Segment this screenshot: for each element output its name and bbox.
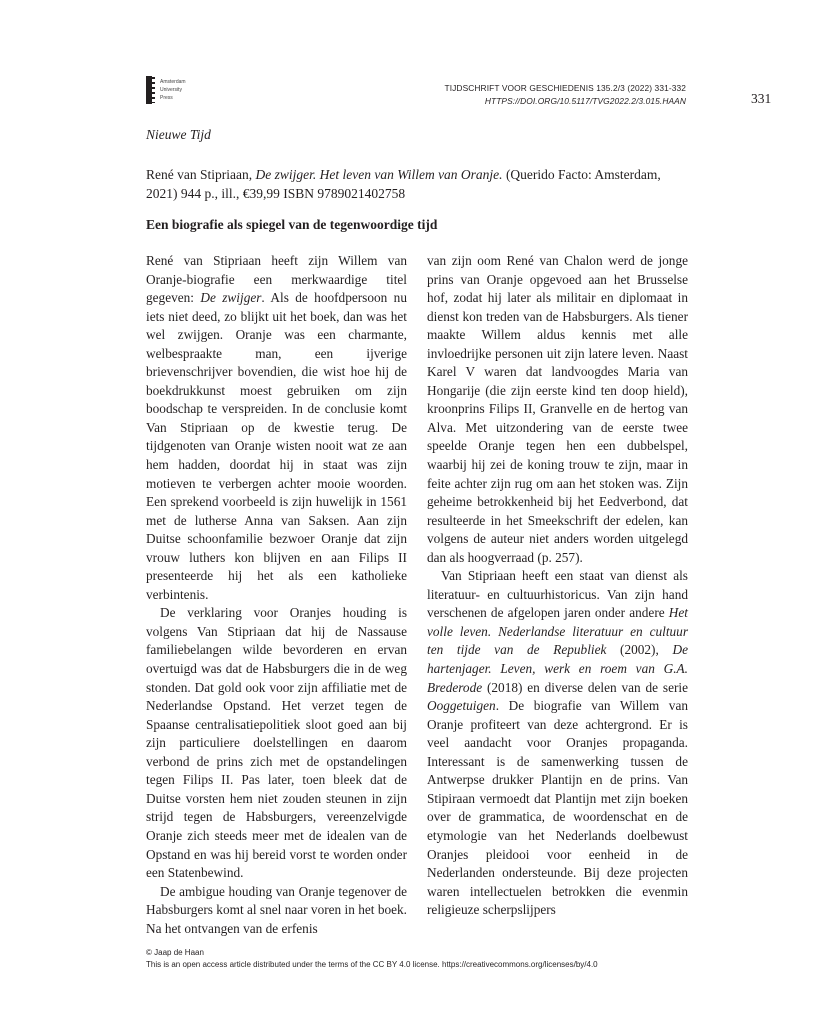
review-heading: Een biografie als spiegel van de tegenwoordige tijd (146, 217, 438, 232)
paragraph: De verklaring voor Oranjes houding is volgens Van Stipriaan dat hij de Nassause familiebelangen wilde bevorderen en ervan overtuigd was dat de Habsburgers die in de weg stonden. Dat gold ook voor zijn affiliatie met de Nederlandse Opstand. Het verzet tegen de Spaanse centralisatiepolitiek sloot goed aan bij zijn particuliere doelstellingen en daarom verbond de prins zich met de opstandelingen tegen Filips II. Pas later, toen bleek dat de Duitse vorsten hem niet zouden steunen in zijn strijd tegen de Habsburgers, vereenzelvigde Oranje zich steeds meer met de idealen van de Opstand en was hij bereid vorst te worden onder een Statenbewind. (146, 605, 407, 881)
copyright-notice: © Jaap de Haan (146, 948, 204, 957)
paragraph: Van Stipriaan heeft een staat van dienst als literatuur- en cultuurhistoricus. Van zijn hand verschenen de afgelopen jaren onder andere Het volle leven. Nederlandse literatuur en cultuur ten tijde van de Republiek (2002), De hartenjager. Leven, werk en roem van G.A. Brederode (2018) en diverse delen van de serie Ooggetuigen. De biografie van Willem van Oranje profiteert van deze achtergrond. Er is veel aandacht voor Oranjes propaganda. Interessant is de samenwerking tussen de Antwerpse drukker Plantijn en de prins. Van Stipiraan vermoedt dat Plantijn met zijn boeken over de grammatica, de woordenschat en de etymologie van het Nederlands doelbewust Oranjes pleidooi voor eenheid in de Nederlanden ondersteunde. Bij deze projecten waren intellectuelen betrokken die evenmin religieuze scherpslijpers (427, 568, 688, 918)
paragraph: René van Stipriaan heeft zijn Willem van Oranje-biografie een merkwaardige titel gegeven: De zwijger. Als de hoofdpersoon nu iets niet deed, zo blijkt uit het boek, dan was het wel zwijgen. Oranje was een charmante, welbespraakte man, een ijverige brievenschrijver bovendien, die wist hoe hij de boekdrukkunst moest gebruiken om zijn boodschap te verspreiden. In de conclusie komt Van Stipriaan op de kwestie terug. De tijdgenoten van Oranje wisten nooit wat ze aan hem hadden, doordat hij in staat was zijn motieven te verbergen achter mooie woorden. Een sprekend voorbeeld is zijn huwelijk in 1561 met de lutherse Anna van Saksen. Aan zijn Duitse schoonfamilie bezwoer Oranje dat zijn vrouw luthers kon blijven en aan Filips II presenteerde hij het als een katholieke verbintenis. (146, 253, 407, 602)
publication-details: (Querido Facto: Amsterdam, 2021) 944 p., ill., €39,99 ISBN 9789021402758 (146, 167, 661, 201)
license-notice[interactable]: This is an open access article distributed under the terms of the CC BY 4.0 license. https://creativecommons.org/licenses/by/4.0 (146, 959, 598, 969)
journal-citation: TIJDSCHRIFT VOOR GESCHIEDENIS 135.2/3 (2022) 331-332 (444, 83, 686, 93)
book-citation (146, 165, 691, 203)
book-title: De zwijger. Het leven van Willem van Oranje. (255, 167, 503, 182)
license-footer (146, 947, 598, 970)
paragraph: De ambigue houding van Oranje tegenover de Habsburgers komt al snel naar voren in het boek. Na het ontvangen van de erfenis (146, 883, 407, 936)
book-author: René van Stipriaan, (146, 167, 256, 182)
doi-link[interactable]: HTTPS://DOI.ORG/10.5117/TVG2022.2/3.015.HAAN (484, 96, 686, 106)
running-header (445, 82, 687, 108)
publisher-name: Amsterdam University Press (160, 79, 186, 101)
section-label: Nieuwe Tijd (146, 127, 211, 142)
aup-logo-teeth-icon (152, 77, 155, 103)
page-number: 331 (751, 91, 772, 106)
right-column (427, 252, 688, 920)
paragraph: van zijn oom René van Chalon werd de jonge prins van Oranje opgevoed aan het Brusselse hof, zodat hij later als militair en diplomaat in dienst kon treden van de Habsburgers. Als tiener maakte Willem aldus kennis met alle invloedrijke personen uit zijn latere leven. Naast Karel V waren dat landvoogdes Maria van Hongarije (die zijn eerste kind ten doop hield), kroonprins Filips II, Granvelle en de hertog van Alva. Met uitzondering van de eerste twee speelde Oranje tegen hen een dubbelspel, waarbij hij zei de koning trouw te zijn, maar in feite achter zijn rug om aan het stoken was. Zijn geheime betrokkenheid bij het Eedverbond, dat resulteerde in het Smeekschrift der edelen, kan volgens de auteur niet anders worden uitgelegd dan als hoogverraad (p. 257). (427, 253, 688, 565)
publisher-logo (146, 76, 206, 104)
left-column (146, 252, 407, 938)
